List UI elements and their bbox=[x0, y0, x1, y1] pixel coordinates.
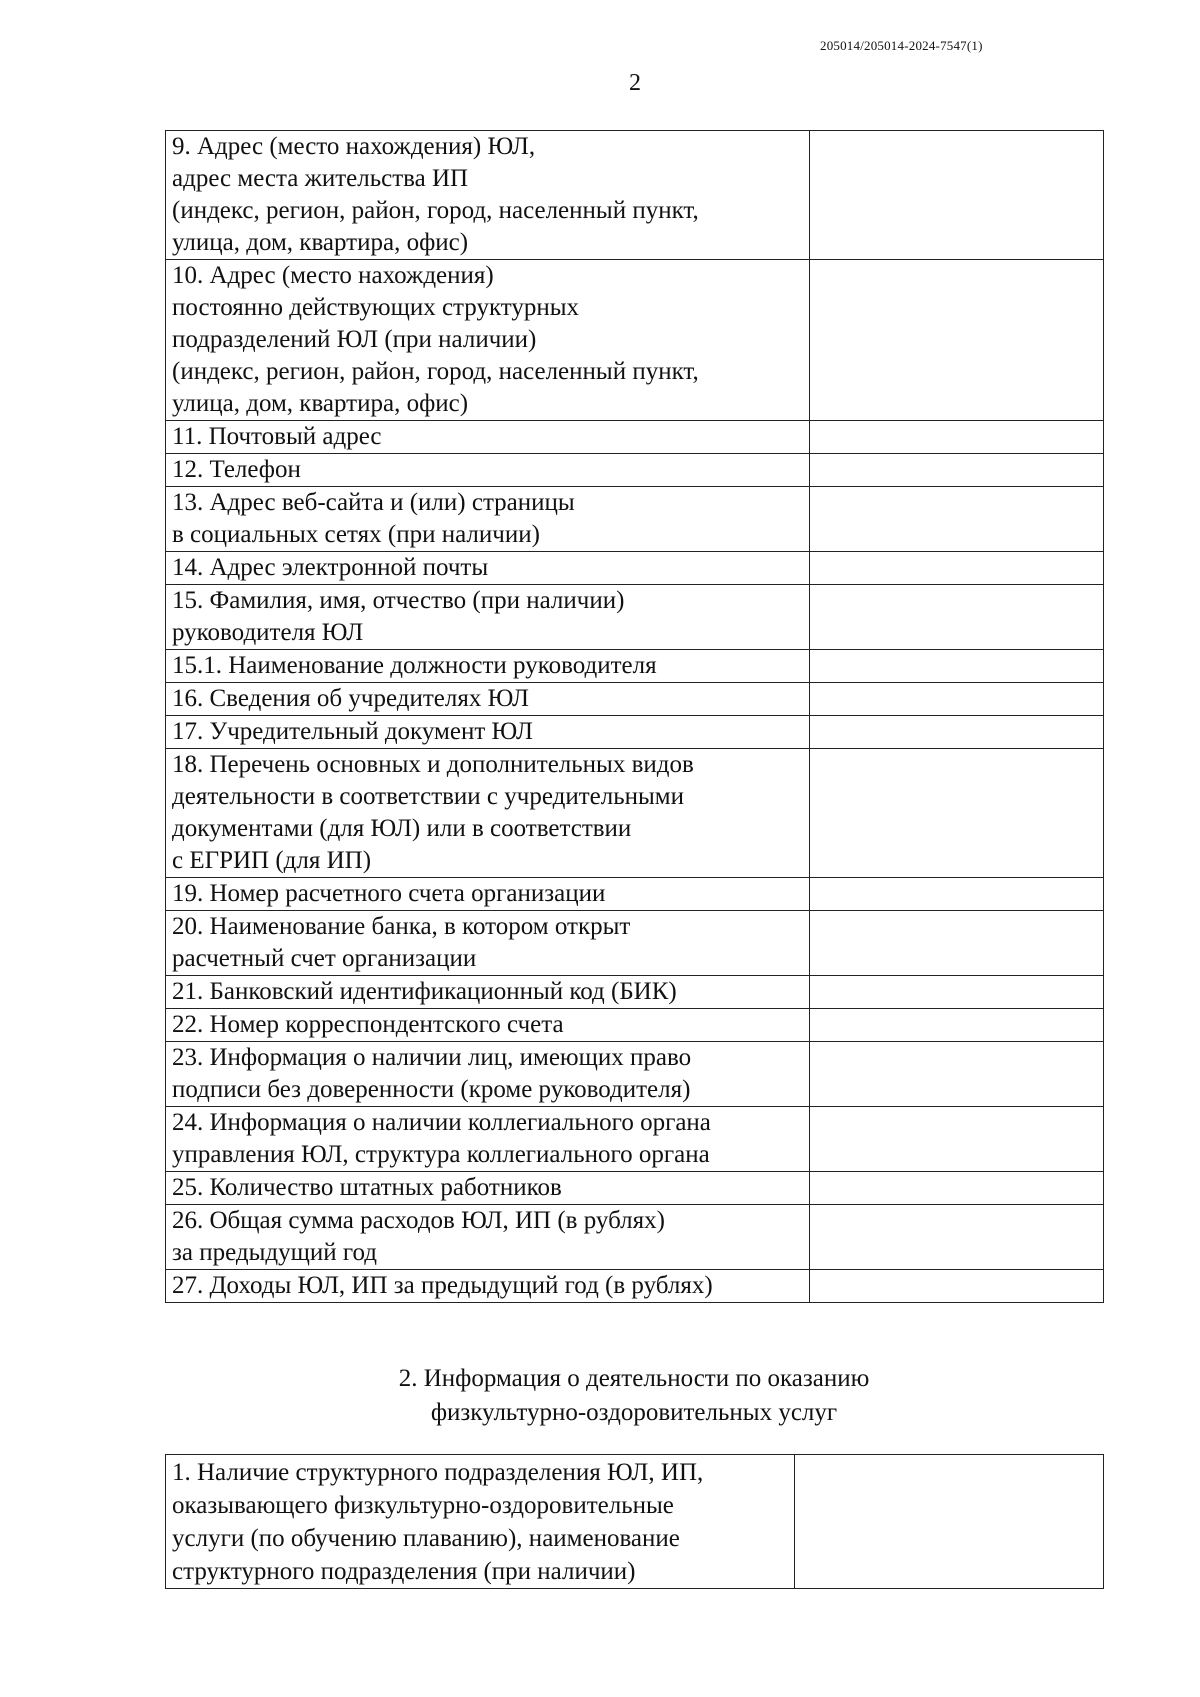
activity-info-table bbox=[165, 1454, 1104, 1589]
row-label: 23. Информация о наличии лиц, имеющих право подписи без доверенности (кроме руководителя) bbox=[166, 1042, 810, 1107]
table-row bbox=[166, 650, 1104, 683]
table-row bbox=[166, 749, 1104, 878]
row-label: 9. Адрес (место нахождения) ЮЛ, адрес места жительства ИП (индекс, регион, район, город, населенный пункт, улица, дом, квартира, офис) bbox=[166, 131, 810, 260]
section-2-title: 2. Информация о деятельности по оказанию физкультурно-оздоровительных услуг bbox=[398, 1365, 870, 1426]
row-value-field[interactable] bbox=[810, 1042, 1104, 1107]
row-value-field[interactable] bbox=[810, 585, 1104, 650]
row-label: 26. Общая сумма расходов ЮЛ, ИП (в рублях) за предыдущий год bbox=[166, 1205, 810, 1270]
row-value-field[interactable] bbox=[810, 878, 1104, 911]
row-value-field[interactable] bbox=[810, 1009, 1104, 1042]
row-value-field[interactable] bbox=[810, 683, 1104, 716]
table-row bbox=[166, 1042, 1104, 1107]
row-label: 13. Адрес веб-сайта и (или) страницы в социальных сетях (при наличии) bbox=[166, 487, 810, 552]
row-value-field[interactable] bbox=[810, 1270, 1104, 1303]
row-value-field[interactable] bbox=[810, 487, 1104, 552]
row-value-field[interactable] bbox=[795, 1455, 1104, 1589]
row-label: 15.1. Наименование должности руководителя bbox=[166, 650, 810, 683]
table-row bbox=[166, 878, 1104, 911]
row-label: 20. Наименование банка, в котором открыт расчетный счет организации bbox=[166, 911, 810, 976]
table-row bbox=[166, 1107, 1104, 1172]
page-number: 2 bbox=[629, 70, 641, 96]
row-label: 17. Учредительный документ ЮЛ bbox=[166, 716, 810, 749]
row-value-field[interactable] bbox=[810, 749, 1104, 878]
document-id: 205014/205014-2024-7547(1) bbox=[820, 38, 983, 53]
table-row bbox=[166, 585, 1104, 650]
row-label: 14. Адрес электронной почты bbox=[166, 552, 810, 585]
row-value-field[interactable] bbox=[810, 260, 1104, 421]
row-label: 25. Количество штатных работников bbox=[166, 1172, 810, 1205]
row-label: 27. Доходы ЮЛ, ИП за предыдущий год (в рублях) bbox=[166, 1270, 810, 1303]
row-label: 22. Номер корреспондентского счета bbox=[166, 1009, 810, 1042]
row-value-field[interactable] bbox=[810, 650, 1104, 683]
table-row bbox=[166, 1455, 1104, 1589]
row-label: 15. Фамилия, имя, отчество (при наличии) руководителя ЮЛ bbox=[166, 585, 810, 650]
table-row bbox=[166, 1270, 1104, 1303]
table-row bbox=[166, 260, 1104, 421]
row-value-field[interactable] bbox=[810, 716, 1104, 749]
table-row bbox=[166, 683, 1104, 716]
row-label: 11. Почтовый адрес bbox=[166, 421, 810, 454]
table-row bbox=[166, 1172, 1104, 1205]
row-value-field[interactable] bbox=[810, 131, 1104, 260]
row-label: 12. Телефон bbox=[166, 454, 810, 487]
table-row bbox=[166, 716, 1104, 749]
row-label: 1. Наличие структурного подразделения ЮЛ, ИП, оказывающего физкультурно-оздоровительные услуги (по обучению плаванию), наименование структурного подразделения (при наличии) bbox=[166, 1455, 795, 1589]
row-value-field[interactable] bbox=[810, 421, 1104, 454]
row-value-field[interactable] bbox=[810, 1205, 1104, 1270]
row-value-field[interactable] bbox=[810, 911, 1104, 976]
row-label: 19. Номер расчетного счета организации bbox=[166, 878, 810, 911]
organization-info-table bbox=[165, 130, 1104, 1303]
table-row bbox=[166, 421, 1104, 454]
table-row bbox=[166, 131, 1104, 260]
row-value-field[interactable] bbox=[810, 552, 1104, 585]
row-label: 24. Информация о наличии коллегиального органа управления ЮЛ, структура коллегиального органа bbox=[166, 1107, 810, 1172]
table-row bbox=[166, 1009, 1104, 1042]
organization-info-table-body bbox=[166, 131, 1104, 1303]
table-row bbox=[166, 552, 1104, 585]
row-value-field[interactable] bbox=[810, 1107, 1104, 1172]
table-row bbox=[166, 1205, 1104, 1270]
row-label: 16. Сведения об учредителях ЮЛ bbox=[166, 683, 810, 716]
row-value-field[interactable] bbox=[810, 454, 1104, 487]
table-row bbox=[166, 911, 1104, 976]
row-label: 21. Банковский идентификационный код (БИК) bbox=[166, 976, 810, 1009]
table-row bbox=[166, 454, 1104, 487]
row-label: 18. Перечень основных и дополнительных видов деятельности в соответствии с учредительными документами (для ЮЛ) или в соответствии с ЕГРИП (для ИП) bbox=[166, 749, 810, 878]
table-row bbox=[166, 976, 1104, 1009]
table-row bbox=[166, 487, 1104, 552]
row-value-field[interactable] bbox=[810, 1172, 1104, 1205]
row-value-field[interactable] bbox=[810, 976, 1104, 1009]
activity-info-table-body bbox=[166, 1455, 1104, 1589]
row-label: 10. Адрес (место нахождения) постоянно действующих структурных подразделений ЮЛ (при наличии) (индекс, регион, район, город, населенный пункт, улица, дом, квартира, офис) bbox=[166, 260, 810, 421]
